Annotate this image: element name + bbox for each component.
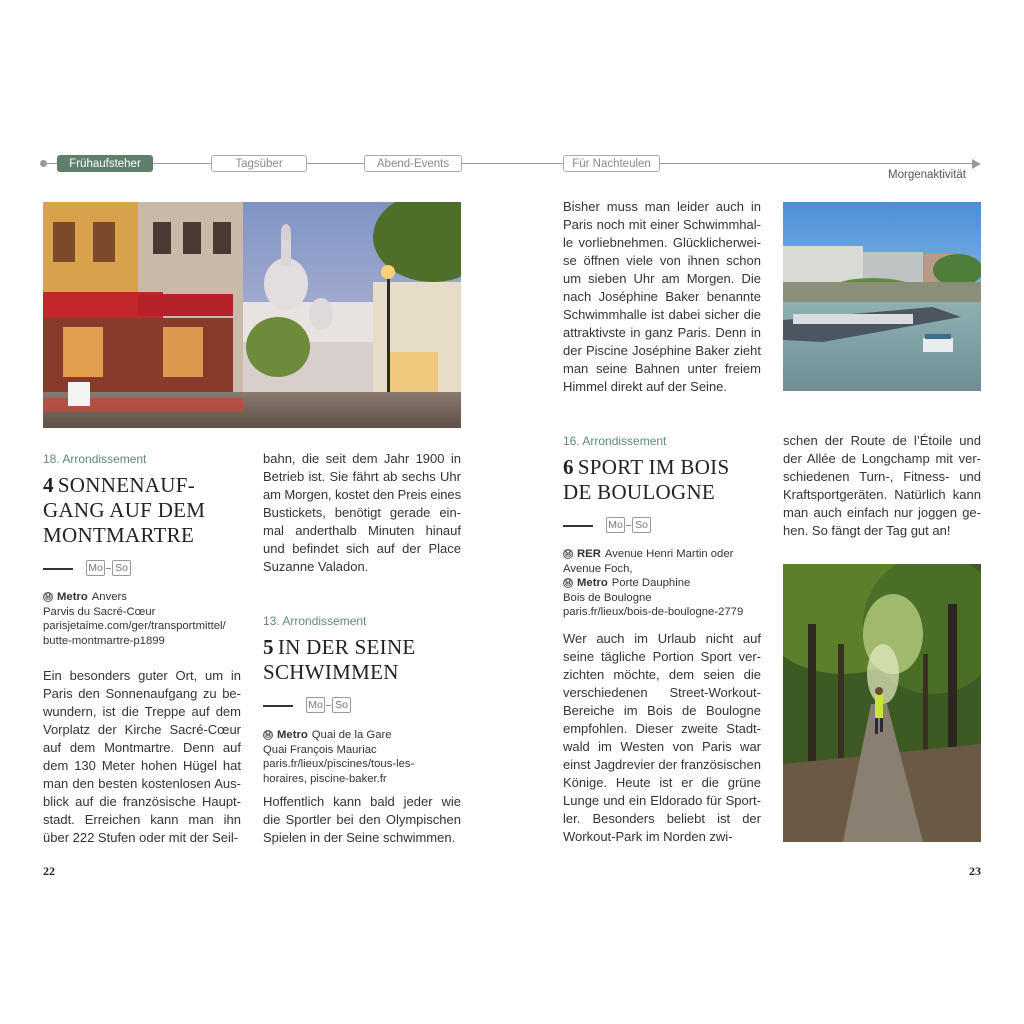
entry-6-info (563, 547, 768, 620)
entry-4-info (43, 590, 243, 648)
body-line: zichten möchte, dem seien die (563, 667, 761, 682)
info-line[interactable] (563, 605, 768, 620)
body-line: wald im Westen von Paris war (563, 739, 761, 754)
body-line: Himmel direkt auf der Seine. (563, 379, 728, 394)
body-line: einst Jagdrevier der französischen (563, 757, 761, 772)
entry-5-info (263, 728, 463, 786)
entry-6-body-continued (783, 432, 981, 540)
body-line: über 222 Stufen oder mit der Seil- (43, 830, 239, 845)
body-line: Spielen in der Seine schwimmen. (263, 830, 456, 845)
body-line: Hoffentlich kann bald jeder wie (263, 794, 461, 809)
entry-4-number: 4 (43, 473, 54, 497)
info-line (43, 590, 243, 605)
body-line: man seine Bahnen unter freiem (563, 361, 761, 376)
entry-4-body-continued (263, 450, 461, 576)
body-line: die Sportler bei den Olympischen (263, 812, 461, 827)
days-connector (626, 525, 631, 526)
info-line[interactable] (43, 619, 243, 634)
days-dash (263, 705, 293, 707)
entry-5-title (263, 635, 416, 685)
body-line: man auch einfach nur joggen ge- (783, 505, 981, 520)
body-line: nach Joséphine Baker benannte (563, 289, 761, 304)
entry-4-title-line: SONNENAUF- (57, 473, 195, 497)
metro-icon: Ⓜ (264, 732, 272, 740)
transport-type: Metro (57, 591, 88, 603)
info-text: Avenue Henri Martin oder (604, 548, 734, 560)
entry-4-days (43, 560, 163, 576)
info-text: Quai François Mauriac (263, 743, 377, 756)
timeline-arrow-icon (972, 159, 981, 169)
days-connector (106, 568, 111, 569)
metro-icon: Ⓜ (564, 551, 572, 559)
body-line: stadt. Erreichen kann man ihn (43, 812, 241, 827)
entry-4-body (43, 667, 241, 847)
info-text: Porte Dauphine (611, 577, 691, 589)
entry-6-title-line: DE BOULOGNE (563, 480, 716, 504)
days-dash (43, 568, 73, 570)
body-line: Suzanne Valadon. (263, 559, 369, 574)
entry-6-title-line: SPORT IM BOIS (577, 455, 730, 479)
photo-piscine (783, 202, 981, 391)
info-url[interactable]: parisjetaime.com/ger/transportmittel/ (43, 620, 226, 632)
timeline-line (44, 163, 976, 164)
info-url[interactable]: butte-montmartre-p1899 (43, 634, 165, 647)
body-line: Schwimmhalle ist dabei sicher die (563, 307, 761, 322)
entry-6-days (563, 517, 683, 533)
body-line: le vorliebnehmen. Glücklicherwei- (563, 235, 761, 250)
day-badge-mo: Mo (86, 560, 105, 576)
transport-type: Metro (277, 729, 308, 741)
metro-icon: Ⓜ (564, 580, 572, 588)
info-line (563, 591, 768, 606)
info-line (563, 562, 768, 577)
entry-6-arrondissement: 16. Arrondissement (563, 434, 667, 448)
body-line: seine tägliche Portion Sport ver- (563, 649, 761, 664)
entry-6-number: 6 (563, 455, 574, 479)
entry-6-body (563, 630, 761, 846)
info-url[interactable]: horaires, piscine-baker.fr (263, 772, 387, 785)
entry-5-number: 5 (263, 635, 274, 659)
entry-5-title-line: IN DER SEINE (277, 635, 416, 659)
timeline-stage-fruehaufsteher: Frühaufsteher (57, 155, 153, 172)
info-line[interactable] (263, 757, 463, 772)
body-line: Betrieb ist. Sie fährt ab sechs Uhr (263, 469, 461, 484)
body-line: Workout-Park im Norden zwi- (563, 829, 733, 844)
day-badge-so: So (112, 560, 131, 576)
body-line: Bustickets, benötigt gerade ein- (263, 505, 461, 520)
body-line: am Morgen, kostet den Preis eines (263, 487, 461, 502)
info-line[interactable] (43, 634, 243, 649)
info-line (263, 728, 463, 743)
body-line: dem 130 Meter hohen Hügel hat (43, 758, 241, 773)
body-line: wundern, ist die Treppe auf dem (43, 704, 241, 719)
info-text: Bois de Boulogne (563, 591, 652, 604)
info-line (263, 743, 463, 758)
body-line: Wer auch im Urlaub nicht auf (563, 631, 761, 646)
day-badge-so: So (332, 697, 351, 713)
photo-bois (783, 564, 981, 842)
info-line[interactable] (263, 772, 463, 787)
day-badge-mo: Mo (306, 697, 325, 713)
days-dash (563, 525, 593, 527)
body-line: Könige. Heute ist er die grüne (563, 775, 761, 790)
body-line: mal anderthalb Minuten hinauf (263, 523, 461, 538)
body-line: Ein besonders guter Ort, um in (43, 668, 241, 683)
entry-4-title (43, 473, 205, 548)
entry-4-title-line: GANG AUF DEM (43, 498, 206, 522)
body-line: der Allée de Longchamp mit ver- (783, 451, 981, 466)
body-line: Paris den Sonnenaufgang zu be- (43, 686, 241, 701)
info-url[interactable]: paris.fr/lieux/piscines/tous-les- (263, 758, 415, 770)
day-badge-so: So (632, 517, 651, 533)
days-connector (326, 705, 331, 706)
body-line: blick auf die französische Haupt- (43, 794, 241, 809)
body-line: verschiedenen Street-Workout- (563, 685, 761, 700)
body-line: bahn, die seit dem Jahr 1900 in (263, 451, 461, 466)
body-line: se öffnen viele von ihnen schon (563, 253, 761, 268)
info-text: Parvis du Sacré-Cœur (43, 605, 156, 618)
entry-6-title (563, 455, 729, 505)
body-line: um sieben Uhr am Morgen. Die (563, 271, 761, 286)
body-line: empfohlen. Dieser zweite Stadt- (563, 721, 761, 736)
body-line: man den besten kostenlosen Aus- (43, 776, 241, 791)
day-badge-mo: Mo (606, 517, 625, 533)
body-line: Bereiche im Bois de Boulogne (563, 703, 761, 718)
entry-5-title-line: SCHWIMMEN (263, 660, 399, 684)
info-line (563, 576, 768, 591)
entry-5-arrondissement: 13. Arrondissement (263, 614, 367, 628)
entry-4-arrondissement: 18. Arrondissement (43, 452, 147, 466)
body-line: auf dem Montmartre. Denn auf (43, 740, 241, 755)
entry-5-body (263, 793, 461, 847)
timeline-stage-fuer-nachteulen: Für Nachteulen (563, 155, 660, 172)
page-number-left: 22 (43, 864, 55, 878)
transport-type: RER (577, 548, 601, 560)
page-number-right: 23 (969, 864, 981, 878)
transport-type: Metro (577, 577, 608, 589)
body-line: attraktivste in ganz Paris. Denn in (563, 325, 761, 340)
body-line: Vorplatz der Kirche Sacré-Cœur (43, 722, 241, 737)
body-line: hen. So fängt der Tag gut an! (783, 523, 951, 538)
body-line: schiedenen Turn-, Fitness- und (783, 469, 981, 484)
body-line: Paris noch mit einer Schwimmhal- (563, 217, 761, 232)
info-line (43, 605, 243, 620)
info-text: Anvers (91, 591, 127, 603)
entry-5-body-continued (563, 198, 761, 396)
body-line: und befindet sich auf der Place (263, 541, 461, 556)
entry-5-days (263, 697, 383, 713)
body-line: Lunge und ein Eldorado für Sport- (563, 793, 761, 808)
timeline-caption: Morgenaktivität (888, 169, 966, 181)
photo-montmartre (43, 202, 461, 428)
body-line: Bisher muss man leider auch in (563, 199, 761, 214)
timeline-stage-abend-events: Abend-Events (364, 155, 462, 172)
timeline-stage-tagsueber: Tagsüber (211, 155, 307, 172)
body-line: ler. Besonders beliebt ist der (563, 811, 761, 826)
metro-icon: Ⓜ (44, 594, 52, 602)
body-line: Kraftsportgeräten. Natürlich kann (783, 487, 981, 502)
info-line (563, 547, 768, 562)
body-line: der Piscine Joséphine Baker zieht (563, 343, 761, 358)
info-text: Quai de la Gare (311, 729, 392, 741)
info-text: Avenue Foch, (563, 562, 633, 575)
body-line: schen der Route de l’Étoile und (783, 433, 981, 448)
info-url[interactable]: paris.fr/lieux/bois-de-boulogne-2779 (563, 606, 744, 618)
entry-4-title-line: MONTMARTRE (43, 523, 195, 547)
